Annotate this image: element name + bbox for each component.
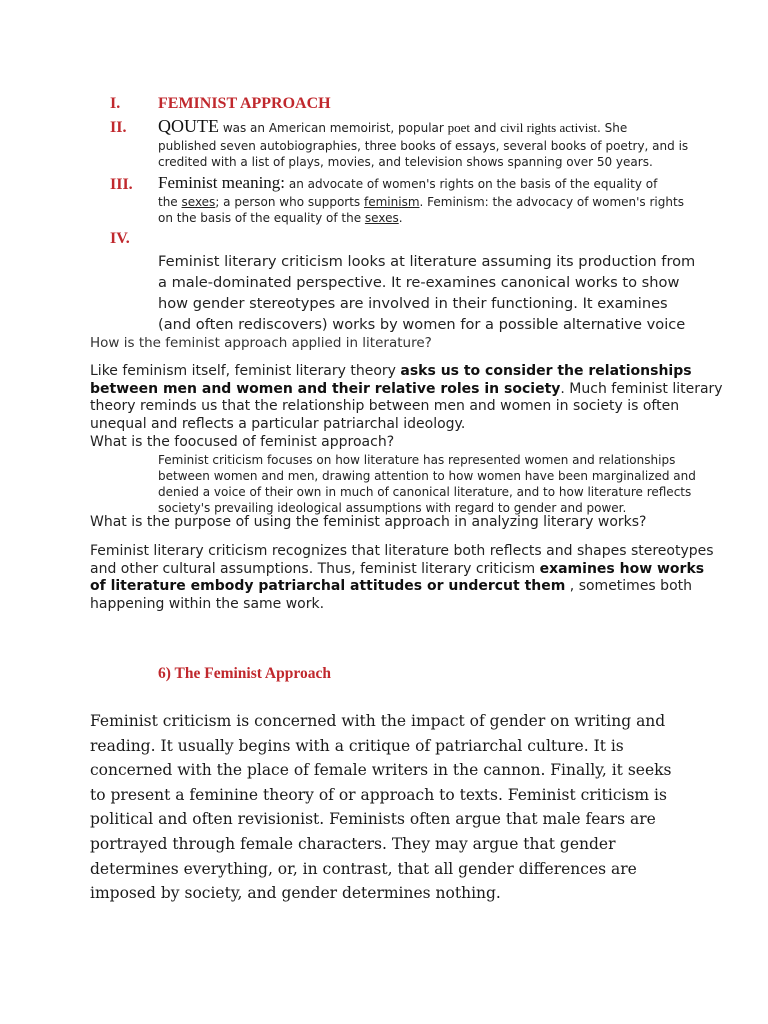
answer-3-line4: happening within the same work. [90, 595, 325, 612]
meaning-line3 [158, 210, 403, 226]
section-6-line: portrayed through female characters. They may argue that gender [90, 834, 616, 853]
sexes-link[interactable]: sexes [181, 195, 216, 209]
item4-line: Feminist literary criticism looks at literature assuming its production from [158, 253, 696, 270]
item4-line: how gender stereotypes are involved in their functioning. It examines [158, 295, 668, 312]
answer-3-line3 [90, 578, 714, 596]
answer-1 [90, 363, 723, 433]
section-6-line: determines everything, or, in contrast, that all gender differences are [90, 859, 637, 878]
question-2: What is the foocused of feminist approach? [90, 434, 395, 450]
meaning-text-d: on the basis of the equality of the [158, 211, 365, 225]
answer-1-line2 [90, 381, 723, 399]
section-6-line: to present a feminine theory of or approach to texts. Feminist criticism is [90, 785, 667, 804]
quote-paragraph-line2: published seven autobiographies, three books of essays, several books of poetry, and is [158, 139, 689, 153]
answer-1-bold: asks us to consider the relationships [400, 363, 692, 379]
answer-1-text: Like feminism itself, feminist literary theory [90, 363, 401, 379]
section-6-line: political and often revisionist. Feminists often argue that male fears are [90, 810, 656, 829]
answer-2-line: denied a voice of their own in much of canonical literature, and to how literature reflects [158, 485, 692, 499]
meaning-text-b: ; a person who supports [215, 195, 364, 209]
outline-numeral-1: I. [110, 95, 121, 112]
meaning-text-a: the [158, 195, 182, 209]
section-heading-feminist-approach: FEMINIST APPROACH [158, 95, 331, 112]
answer-1-line4: unequal and reflects a particular patriarchal ideology. [90, 415, 466, 432]
answer-3-line1: Feminist literary criticism recognizes that literature both reflects and shapes stereotypes [90, 543, 714, 559]
meaning-line2 [158, 194, 684, 210]
question-1: How is the feminist approach applied in literature? [90, 335, 432, 351]
answer-1-line1 [90, 363, 723, 381]
answer-3-text: and other cultural assumptions. Thus, feminist literary criticism [90, 560, 540, 577]
answer-3 [90, 543, 714, 613]
quote-text-end: . She [597, 121, 628, 135]
section-6-line: concerned with the place of female writers in the cannon. Finally, it seeks [90, 761, 672, 780]
item4-line: a male-dominated perspective. It re-examines canonical works to show [158, 274, 680, 291]
meaning-line1 [158, 173, 657, 193]
feminism-link[interactable]: feminism [364, 195, 420, 209]
quote-paragraph-line1 [158, 116, 627, 137]
answer-3-text-2: , sometimes both [565, 578, 692, 594]
sexes-link-2[interactable]: sexes [364, 211, 399, 225]
answer-1-line3: theory reminds us that the relationship between men and women in society is often [90, 398, 680, 414]
answer-2 [158, 452, 696, 516]
answer-3-bold-2: of literature embody patriarchal attitudes or undercut them [90, 578, 566, 594]
item4-paragraph [158, 251, 695, 335]
meaning-text: an advocate of women's rights on the basis of the equality of [285, 177, 658, 191]
civil-rights-activist-link[interactable]: civil rights activist [500, 120, 598, 135]
answer-2-line: Feminist criticism focuses on how literature has represented women and relationships [158, 453, 676, 467]
outline-numeral-2: II. [110, 119, 127, 136]
section-6-line: reading. It usually begins with a critique of patriarchal culture. It is [90, 736, 624, 755]
outline-numeral-3: III. [110, 176, 133, 193]
quote-text: was an American memoirist, popular [219, 121, 448, 135]
answer-2-line: society's prevailing ideological assumptions with regard to gender and power. [158, 501, 627, 515]
outline-numeral-4: IV. [110, 230, 130, 247]
meaning-heading: Feminist meaning: [158, 173, 286, 192]
quote-text-and: and [470, 121, 501, 135]
section-6-paragraph [90, 709, 671, 906]
meaning-text-c: . Feminism: the advocacy of women's rights [419, 195, 684, 209]
poet-link[interactable]: poet [447, 120, 471, 135]
quote-heading: QOUTE [158, 116, 219, 136]
answer-1-text-2: . Much feminist literary [560, 380, 723, 397]
answer-1-bold-2: between men and women and their relative roles in society [90, 380, 561, 397]
section-6-line: Feminist criticism is concerned with the impact of gender on writing and [90, 712, 666, 730]
answer-3-bold: examines how works [539, 560, 705, 577]
section-6-heading: 6) The Feminist Approach [158, 665, 331, 682]
section-6-line: imposed by society, and gender determines nothing. [90, 884, 501, 903]
meaning-text-e: . [398, 211, 403, 225]
answer-2-line: between women and men, drawing attention to how women have been marginalized and [158, 469, 696, 483]
quote-paragraph-line3: credited with a list of plays, movies, and television shows spanning over 50 years. [158, 155, 653, 169]
item4-line: (and often rediscovers) works by women for a possible alternative voice [158, 316, 686, 333]
question-3: What is the purpose of using the feminist approach in analyzing literary works? [90, 514, 647, 530]
answer-3-line2 [90, 561, 714, 579]
